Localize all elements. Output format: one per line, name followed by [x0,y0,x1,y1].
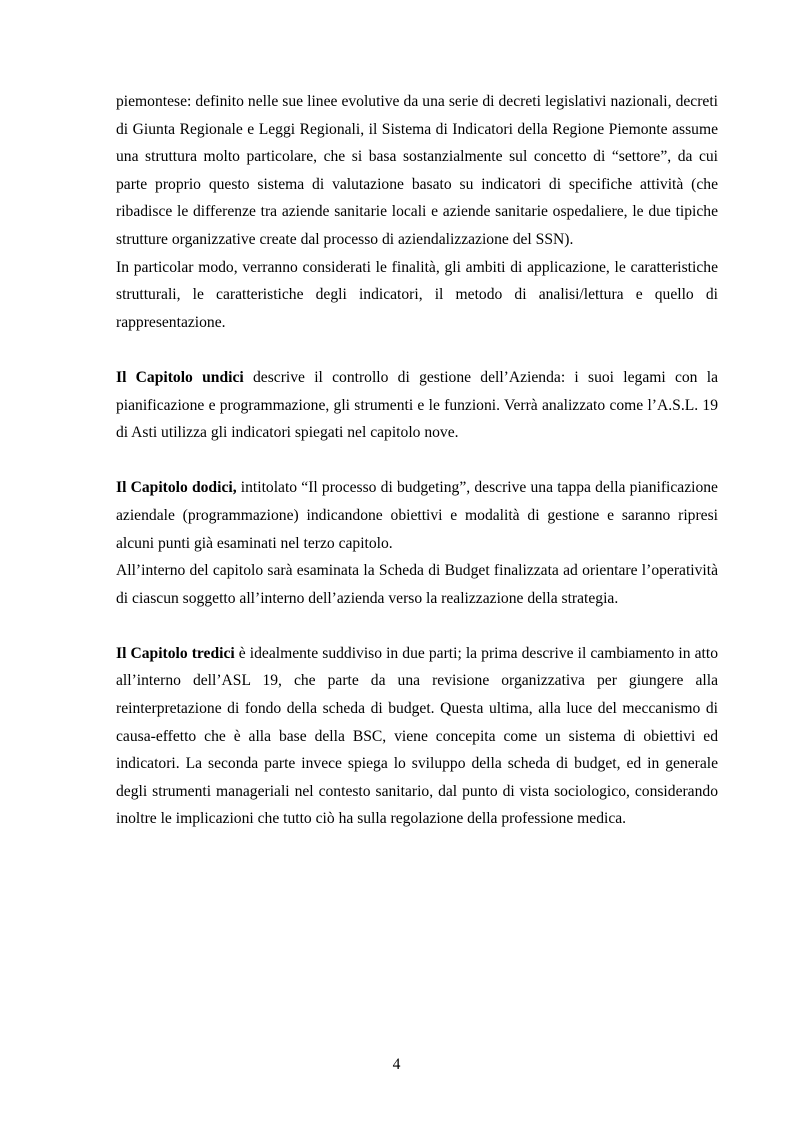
paragraph-text: descrive il controllo di gestione dell’Azienda: i suoi legami con la pianificazione e programmazione, gli strumenti e le funzioni. Verrà analizzato come l’A.S.L. 19 di Asti utilizza gli indicatori spiegati nel capitolo nove. [116,368,718,442]
chapter-heading: Il Capitolo dodici, [116,479,237,497]
paragraph-chapter-twelve-details [116,557,718,612]
paragraph-chapter-eleven [116,364,718,447]
paragraph-intro-details [116,254,718,337]
paragraph-text: è idealmente suddiviso in due parti; la prima descrive il cambiamento in atto all’interno dell’ASL 19, che parte da una revisione organizzativa per giungere alla reinterpretazione di fondo della scheda di budget. Questa ultima, alla luce del meccanismo di causa-effetto che è alla base della BSC, viene concepita come un sistema di obiettivi ed indicatori. La seconda parte invece spiega lo sviluppo della scheda di budget, ed in generale degli strumenti manageriali nel contesto sanitario, dal punto di vista sociologico, considerando inoltre le implicazioni che tutto ciò ha sulla regolazione della professione medica. [116,644,718,828]
paragraph-chapter-thirteen [116,640,718,833]
paragraph-spacer [116,447,718,475]
paragraph-intro-continuation [116,88,718,254]
page-number: 4 [392,1056,401,1073]
page-body [116,88,718,833]
paragraph-text: intitolato “Il processo di budgeting”, descrive una tappa della pianificazione aziendale (programmazione) indicandone obiettivi e modalità di gestione e saranno ripresi alcuni punti già esaminati nel terzo capitolo. [116,479,718,552]
chapter-heading: Il Capitolo tredici [116,644,235,662]
paragraph-text: In particolar modo, verranno considerati le finalità, gli ambiti di applicazione, le caratteristiche strutturali, le caratteristiche degli indicatori, il metodo di analisi/lettura e quello di rappresentazione. [116,258,718,331]
chapter-heading: Il Capitolo undici [116,368,244,386]
paragraph-spacer [116,612,718,640]
paragraph-chapter-twelve [116,474,718,557]
paragraph-text: piemontese: definito nelle sue linee evolutive da una serie di decreti legislativi nazionali, decreti di Giunta Regionale e Leggi Regionali, il Sistema di Indicatori della Regione Piemonte assume una struttura molto particolare, che si basa sostanzialmente sul concetto di “settore”, da cui parte proprio questo sistema di valutazione basato su indicatori di specifiche attività (che ribadisce le differenze tra aziende sanitarie locali e aziende sanitarie ospedaliere, le due tipiche strutture organizzative create dal processo di aziendalizzazione del SSN). [116,93,718,248]
paragraph-text: All’interno del capitolo sarà esaminata la Scheda di Budget finalizzata ad orientare l’operatività di ciascun soggetto all’interno dell’azienda verso la realizzazione della strategia. [116,562,718,607]
paragraph-spacer [116,336,718,364]
